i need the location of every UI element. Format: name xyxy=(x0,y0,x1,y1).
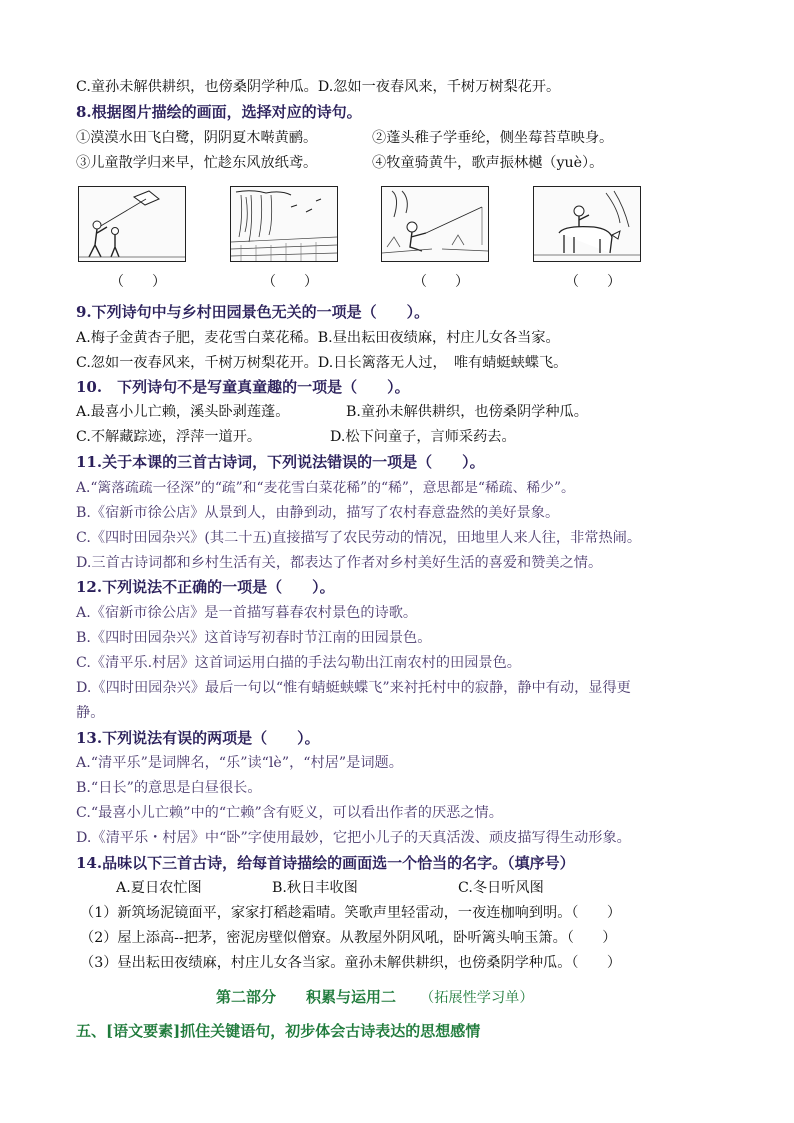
q8-poem-4: ④牧童骑黄牛，歌声振林樾（yuè）。 xyxy=(372,155,604,171)
picture-cowherd-ox xyxy=(533,186,641,262)
q8-poem-2: ②蓬头稚子学垂纶，侧坐莓苔草映身。 xyxy=(372,130,614,146)
q13-title: 13.下列说法有误的两项是（ ）。 xyxy=(76,729,320,747)
q13-option-d: D.《清平乐・村居》中“卧”字使用最妙，它把小儿子的天真活泼、顽皮描写得生动形象。 xyxy=(76,830,631,846)
picture-child-fishing xyxy=(381,186,489,262)
q9-option-cd: C.忽如一夜春风来，千树万树梨花开。D.日长篱落无人过， 唯有蜻蜓蛱蝶飞。 xyxy=(76,355,568,371)
q10-option-d: D.松下问童子，言师采药去。 xyxy=(330,429,516,445)
picture-paddy-egrets xyxy=(230,186,338,262)
part-two-heading: 第二部分 积累与运用二 xyxy=(216,988,397,1006)
answer-blank-1[interactable]: （ ） xyxy=(110,274,166,290)
q11-option-c: C.《四时田园杂兴》(其二十五)直接描写了农民劳动的情况，田地里人来人往，非常热闹。 xyxy=(76,530,642,546)
q10-option-a: A.最喜小儿亡赖，溪头卧剥莲蓬。 xyxy=(76,404,290,420)
q10-title: 10. 下列诗句不是写童真童趣的一项是（ ）。 xyxy=(76,378,410,396)
part-two-subheading: （拓展性学习单） xyxy=(420,990,534,1006)
q12-option-b: B.《四时田园杂兴》这首诗写初春时节江南的田园景色。 xyxy=(76,630,432,646)
q11-option-d: D.三首古诗词都和乡村生活有关，都表达了作者对乡村美好生活的喜爱和赞美之情。 xyxy=(76,555,603,571)
q14-choice-b: B.秋日丰收图 xyxy=(272,880,358,896)
q14-poem-1: （1）新筑场泥镜面平，家家打稻趁霜晴。笑歌声里轻雷动，一夜连枷响到明。（ ） xyxy=(80,905,622,921)
q11-title: 11.关于本课的三首古诗词，下列说法错误的一项是（ ）。 xyxy=(76,453,485,471)
picture-kite-flying xyxy=(78,186,186,262)
q8-poem-3: ③儿童散学归来早，忙趁东风放纸鸢。 xyxy=(76,155,318,171)
q7-option-cd: C.童孙未解供耕织，也傍桑阴学种瓜。D.忽如一夜春风来，千树万树梨花开。 xyxy=(76,79,561,95)
q13-option-a: A.“清平乐”是词牌名，“乐”读“lè”，“村居”是词题。 xyxy=(76,755,403,771)
section-five-heading: 五、[语文要素]抓住关键语句，初步体会古诗表达的思想感情 xyxy=(76,1022,481,1040)
q12-option-a: A.《宿新市徐公店》是一首描写暮春农村景色的诗歌。 xyxy=(76,605,418,621)
q9-title: 9.下列诗句中与乡村田园景色无关的一项是（ ）。 xyxy=(76,303,430,321)
q8-poem-1: ①漠漠水田飞白鹭，阴阴夏木啭黄鹂。 xyxy=(76,130,318,146)
answer-blank-4[interactable]: （ ） xyxy=(565,274,621,290)
q11-option-b: B.《宿新市徐公店》从景到人，由静到动，描写了农村春意盎然的美好景象。 xyxy=(76,505,560,521)
q14-poem-2: （2）屋上添高--把茅，密泥房壁似僧寮。从教屋外阴风吼，卧听篱头响玉箫。（ ） xyxy=(80,930,617,946)
q13-option-c: C.“最喜小儿亡赖”中的“亡赖”含有贬义，可以看出作者的厌恶之情。 xyxy=(76,805,503,821)
q12-option-c: C.《清平乐.村居》这首词运用白描的手法勾勒出江南农村的田园景色。 xyxy=(76,655,521,671)
q8-picture-row xyxy=(78,186,644,262)
q8-title: 8.根据图片描绘的画面，选择对应的诗句。 xyxy=(76,103,362,121)
q9-option-ab: A.梅子金黄杏子肥，麦花雪白菜花稀。B.昼出耘田夜绩麻，村庄儿女各当家。 xyxy=(76,330,560,346)
q12-option-d-cont: 静。 xyxy=(76,705,105,721)
q13-option-b: B.“日长”的意思是白昼很长。 xyxy=(76,780,262,796)
q14-poem-3: （3）昼出耘田夜绩麻，村庄儿女各当家。童孙未解供耕织，也傍桑阴学种瓜。（ ） xyxy=(80,955,622,971)
q10-option-c: C.不解藏踪迹，浮萍一道开。 xyxy=(76,429,262,445)
q10-option-b: B.童孙未解供耕织，也傍桑阴学种瓜。 xyxy=(346,404,588,420)
answer-blank-2[interactable]: （ ） xyxy=(262,274,318,290)
q14-title: 14.品味以下三首古诗，给每首诗描绘的画面选一个恰当的名字。（填序号） xyxy=(76,854,575,872)
answer-blank-3[interactable]: （ ） xyxy=(413,274,469,290)
q14-choice-c: C.冬日听风图 xyxy=(458,880,544,896)
q11-option-a: A.“篱落疏疏一径深”的“疏”和“麦花雪白菜花稀”的“稀”，意思都是“稀疏、稀少”。 xyxy=(76,480,575,496)
q14-choice-a: A.夏日农忙图 xyxy=(116,880,202,896)
q12-title: 12.下列说法不正确的一项是（ ）。 xyxy=(76,578,335,596)
q12-option-d: D.《四时田园杂兴》最后一句以“惟有蜻蜓蛱蝶飞”来衬托村中的寂静，静中有动，显得更 xyxy=(76,680,631,696)
